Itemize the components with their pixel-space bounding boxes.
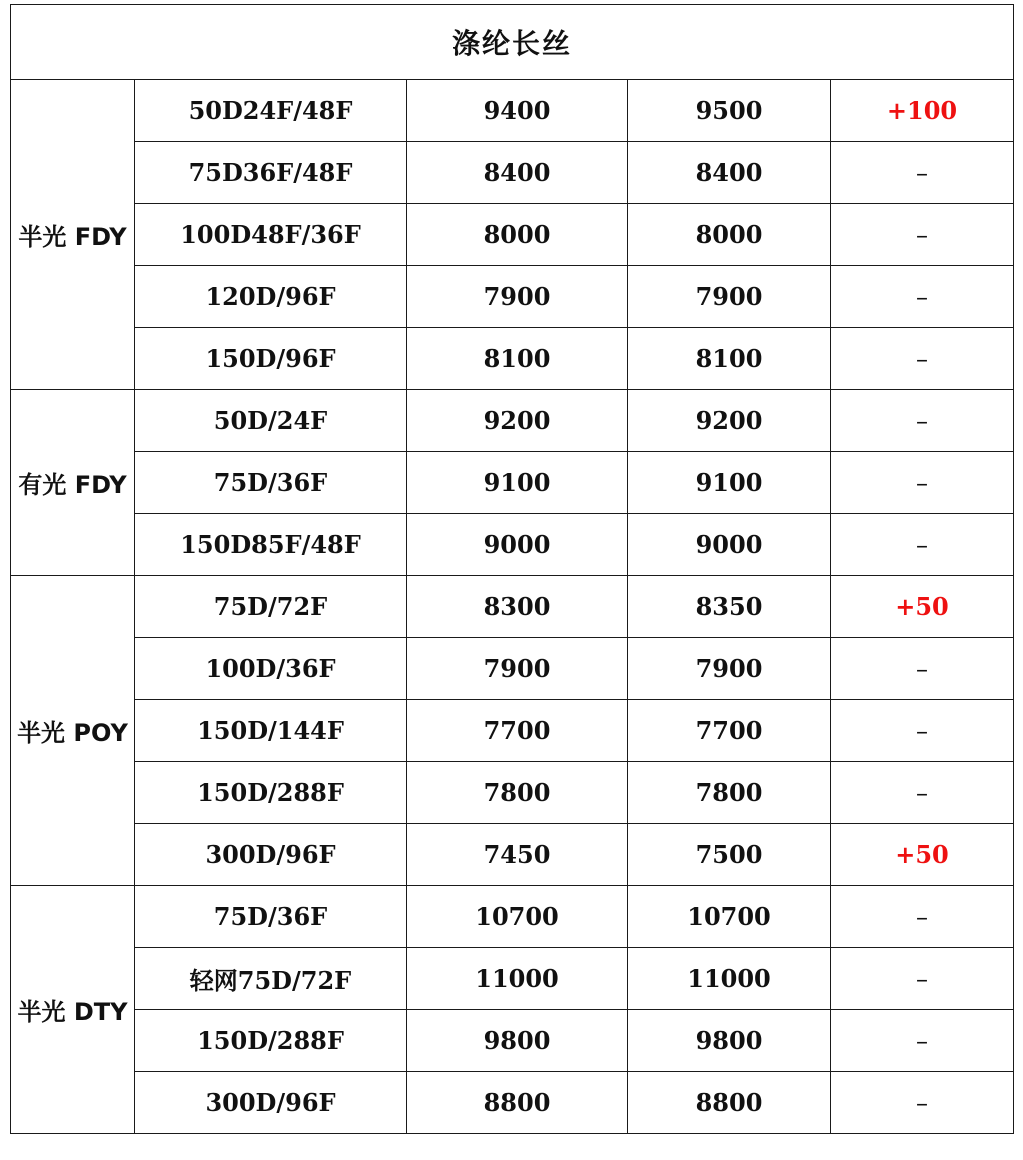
table-row bbox=[11, 948, 1014, 1010]
curr-price-cell: 7700 bbox=[628, 700, 831, 762]
prev-price-cell: 8300 bbox=[407, 576, 628, 638]
table-row bbox=[11, 452, 1014, 514]
prev-price-cell: 7700 bbox=[407, 700, 628, 762]
change-cell: – bbox=[831, 886, 1014, 948]
prev-price-cell: 9000 bbox=[407, 514, 628, 576]
change-cell: – bbox=[831, 204, 1014, 266]
spec-cell: 75D/72F bbox=[135, 576, 407, 638]
prev-price-cell: 11000 bbox=[407, 948, 628, 1010]
table-row bbox=[11, 762, 1014, 824]
spec-cell: 150D/96F bbox=[135, 328, 407, 390]
spec-cell: 75D36F/48F bbox=[135, 142, 407, 204]
change-cell: – bbox=[831, 948, 1014, 1010]
curr-price-cell: 7500 bbox=[628, 824, 831, 886]
prev-price-cell: 9800 bbox=[407, 1010, 628, 1072]
table-body bbox=[11, 80, 1014, 1134]
change-cell: – bbox=[831, 638, 1014, 700]
change-cell: – bbox=[831, 266, 1014, 328]
table-row bbox=[11, 80, 1014, 142]
prev-price-cell: 9200 bbox=[407, 390, 628, 452]
prev-price-cell: 9400 bbox=[407, 80, 628, 142]
prev-price-cell: 7900 bbox=[407, 266, 628, 328]
spec-cell: 75D/36F bbox=[135, 886, 407, 948]
spec-cell: 50D24F/48F bbox=[135, 80, 407, 142]
prev-price-cell: 7900 bbox=[407, 638, 628, 700]
spec-cell: 150D/144F bbox=[135, 700, 407, 762]
change-cell: – bbox=[831, 762, 1014, 824]
change-cell: – bbox=[831, 700, 1014, 762]
change-cell: +50 bbox=[831, 824, 1014, 886]
curr-price-cell: 7900 bbox=[628, 638, 831, 700]
spec-cell: 100D/36F bbox=[135, 638, 407, 700]
spec-cell: 120D/96F bbox=[135, 266, 407, 328]
spec-cell: 150D/288F bbox=[135, 1010, 407, 1072]
title-row bbox=[11, 5, 1014, 80]
group-label: 半光 POY bbox=[11, 576, 135, 886]
spec-cell: 300D/96F bbox=[135, 824, 407, 886]
table-row bbox=[11, 266, 1014, 328]
curr-price-cell: 7800 bbox=[628, 762, 831, 824]
table-row bbox=[11, 390, 1014, 452]
curr-price-cell: 8400 bbox=[628, 142, 831, 204]
table-row bbox=[11, 204, 1014, 266]
group-label: 半光 DTY bbox=[11, 886, 135, 1134]
prev-price-cell: 10700 bbox=[407, 886, 628, 948]
table-row bbox=[11, 514, 1014, 576]
change-cell: +100 bbox=[831, 80, 1014, 142]
price-table bbox=[10, 4, 1014, 1134]
prev-price-cell: 8400 bbox=[407, 142, 628, 204]
prev-price-cell: 7450 bbox=[407, 824, 628, 886]
curr-price-cell: 11000 bbox=[628, 948, 831, 1010]
curr-price-cell: 10700 bbox=[628, 886, 831, 948]
spec-cell: 100D48F/36F bbox=[135, 204, 407, 266]
change-cell: – bbox=[831, 1072, 1014, 1134]
change-cell: +50 bbox=[831, 576, 1014, 638]
spec-cell: 150D85F/48F bbox=[135, 514, 407, 576]
curr-price-cell: 9500 bbox=[628, 80, 831, 142]
change-cell: – bbox=[831, 142, 1014, 204]
curr-price-cell: 9000 bbox=[628, 514, 831, 576]
group-label: 有光 FDY bbox=[11, 390, 135, 576]
spec-cell: 300D/96F bbox=[135, 1072, 407, 1134]
spec-cell: 50D/24F bbox=[135, 390, 407, 452]
group-label: 半光 FDY bbox=[11, 80, 135, 390]
curr-price-cell: 9800 bbox=[628, 1010, 831, 1072]
curr-price-cell: 8000 bbox=[628, 204, 831, 266]
table-row bbox=[11, 1010, 1014, 1072]
change-cell: – bbox=[831, 328, 1014, 390]
table-row bbox=[11, 700, 1014, 762]
change-cell: – bbox=[831, 514, 1014, 576]
table-title: 涤纶长丝 bbox=[11, 5, 1014, 80]
spec-cell: 轻网75D/72F bbox=[135, 948, 407, 1010]
table-row bbox=[11, 638, 1014, 700]
table-row bbox=[11, 328, 1014, 390]
table-row bbox=[11, 886, 1014, 948]
curr-price-cell: 7900 bbox=[628, 266, 831, 328]
table-row bbox=[11, 576, 1014, 638]
change-cell: – bbox=[831, 1010, 1014, 1072]
curr-price-cell: 9200 bbox=[628, 390, 831, 452]
table-row bbox=[11, 1072, 1014, 1134]
spec-cell: 150D/288F bbox=[135, 762, 407, 824]
change-cell: – bbox=[831, 452, 1014, 514]
curr-price-cell: 8800 bbox=[628, 1072, 831, 1134]
curr-price-cell: 9100 bbox=[628, 452, 831, 514]
prev-price-cell: 8000 bbox=[407, 204, 628, 266]
spec-cell: 75D/36F bbox=[135, 452, 407, 514]
prev-price-cell: 9100 bbox=[407, 452, 628, 514]
prev-price-cell: 8800 bbox=[407, 1072, 628, 1134]
prev-price-cell: 7800 bbox=[407, 762, 628, 824]
table-row bbox=[11, 142, 1014, 204]
table-row bbox=[11, 824, 1014, 886]
change-cell: – bbox=[831, 390, 1014, 452]
curr-price-cell: 8350 bbox=[628, 576, 831, 638]
prev-price-cell: 8100 bbox=[407, 328, 628, 390]
curr-price-cell: 8100 bbox=[628, 328, 831, 390]
